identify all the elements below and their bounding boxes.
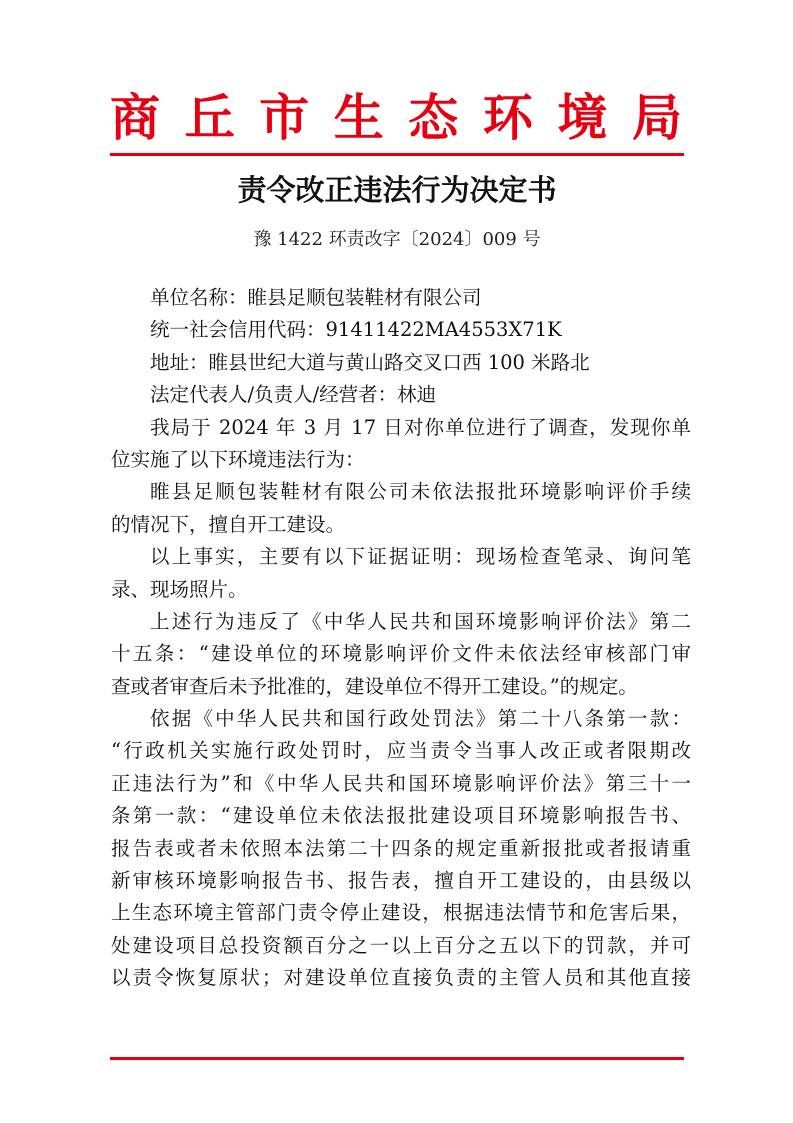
document-title: 责令改正违法行为决定书 [237, 173, 557, 207]
header-divider [110, 153, 684, 156]
field-unit-name: 单位名称：睢县足顺包装鞋材有限公司 [150, 286, 482, 309]
body-line: 处建设项目总投资额百分之一以上百分之五以下的罚款，并可 [111, 933, 691, 957]
body-line: 上述行为违反了《中华人民共和国环境影响评价法》第二 [150, 609, 691, 633]
body-line: 位实施了以下环境违法行为： [111, 447, 365, 471]
body-line: 录、现场照片。 [111, 577, 248, 601]
body-line: 我局于 2024 年 3 月 17 日对你单位进行了调查，发现你单 [150, 415, 691, 439]
body-line: 新审核环境影响报告书、报告表，擅自开工建设的，由县级以 [111, 869, 691, 893]
body-line: 以责令恢复原状；对建设单位直接负责的主管人员和其他直接 [111, 966, 691, 990]
document-number: 豫 1422 环责改字〔2024〕009 号 [253, 229, 541, 250]
body-line: 查或者审查后未予批准的，建设单位不得开工建设。”的规定。 [111, 674, 638, 698]
body-line: 报告表或者未依照本法第二十四条的规定重新报批或者报请重 [111, 836, 691, 860]
body-line: 以上事实，主要有以下证据证明：现场检查笔录、询问笔 [150, 545, 691, 569]
body-line: 正违法行为”和《中华人民共和国环境影响评价法》第三十一 [111, 771, 691, 795]
field-credit-code: 统一社会信用代码：91411422MA4553X71K [150, 318, 562, 342]
body-line: 十五条：“建设单位的环境影响评价文件未依法经审核部门审 [111, 642, 691, 666]
body-line: 的情况下，擅自开工建设。 [111, 512, 346, 536]
document-body [111, 282, 691, 995]
field-address: 地址：睢县世纪大道与黄山路交叉口西 100 米路北 [150, 350, 590, 374]
body-line: 睢县足顺包装鞋材有限公司未依法报批环境影响评价手续 [150, 480, 691, 504]
agency-header: 商丘市生态环境局 [110, 88, 684, 147]
footer-divider [110, 1057, 684, 1060]
body-line: 条第一款：“建设单位未依法报批建设项目环境影响报告书、 [111, 804, 691, 828]
body-line: 依据《中华人民共和国行政处罚法》第二十八条第一款： [150, 707, 691, 731]
body-line: “行政机关实施行政处罚时，应当责令当事人改正或者限期改 [111, 739, 691, 763]
body-line: 上生态环境主管部门责令停止建设，根据违法情节和危害后果， [111, 901, 691, 925]
field-legal-rep: 法定代表人/负责人/经营者：林迪 [150, 383, 437, 407]
